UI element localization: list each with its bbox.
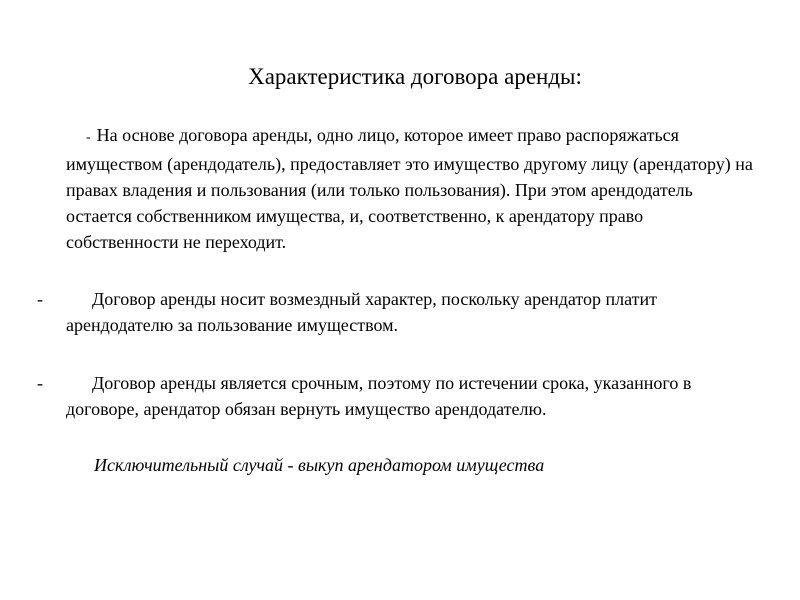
- exception-note: Исключительный случай - выкуп арендатором имущества: [94, 455, 545, 475]
- bullet-text: Договор аренды является срочным, поэтому по истечении срока, указанного в договоре, арендатор обязан вернуть имущество арендодателю.: [66, 373, 692, 419]
- paragraph-dash: -: [86, 130, 91, 145]
- bullet-text: Договор аренды носит возмездный характер, поскольку арендатор платит арендодателю за пользование имуществом.: [66, 289, 658, 335]
- paragraph-text: На основе договора аренды, одно лицо, которое имеет право распоряжаться имуществом (арендодатель), предоставляет это имущество другому лицу (арендатору) на правах владения и пользования (или только пользования). При этом арендодатель остается собственником имущества, и, соответственно, к арендатору право собственности не переходит.: [66, 125, 753, 252]
- bullet-item-compensated: [66, 286, 756, 338]
- bullet-item-fixed-term: [66, 370, 756, 422]
- bullet-marker: -: [37, 289, 43, 309]
- slide-title: Характеристика договора аренды:: [248, 64, 582, 89]
- paragraph-lease-definition: [66, 122, 756, 255]
- bullet-marker: -: [37, 373, 43, 393]
